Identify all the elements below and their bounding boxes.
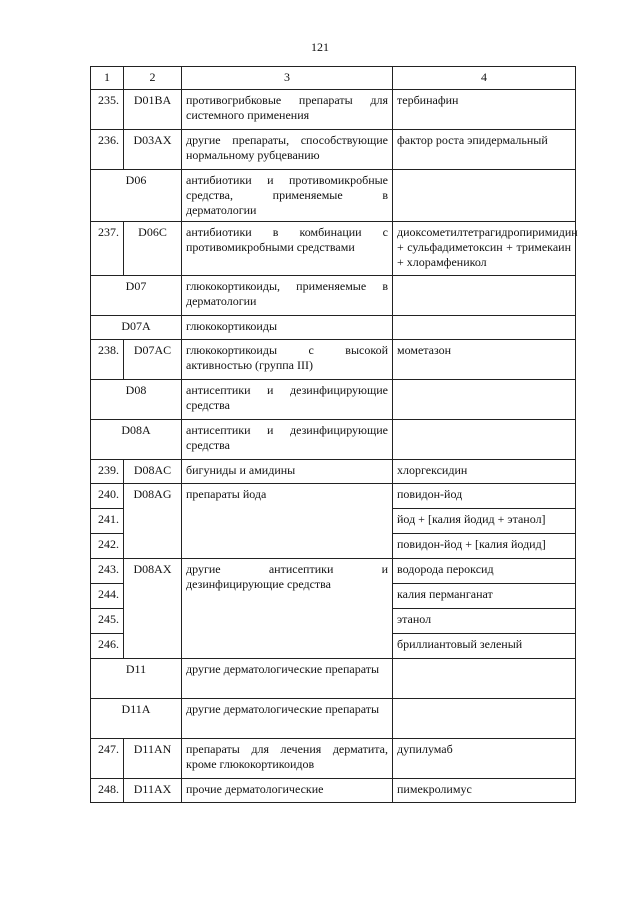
table-group-row xyxy=(91,316,576,340)
atc-code: D08AC xyxy=(124,460,182,484)
atc-group-code: D11A xyxy=(91,699,182,739)
row-number: 237. xyxy=(91,222,124,276)
drug-name: мометазон xyxy=(393,340,576,380)
atc-description: прочие дерматологические xyxy=(182,779,393,803)
row-number: 243. xyxy=(91,559,124,584)
atc-description: бигуниды и амидины xyxy=(182,460,393,484)
table-group-row xyxy=(91,699,576,739)
atc-code: D08AG xyxy=(124,484,182,559)
row-number: 240. xyxy=(91,484,124,509)
atc-group-code: D11 xyxy=(91,659,182,699)
atc-code: D11AX xyxy=(124,779,182,803)
drug-name: тербинафин xyxy=(393,90,576,130)
table-group-row xyxy=(91,276,576,316)
drug-name: пимекролимус xyxy=(393,779,576,803)
table-row xyxy=(91,739,576,779)
column-header: 3 xyxy=(182,67,393,90)
atc-description: другие антисептики и дезинфицирующие средства xyxy=(182,559,393,659)
row-number: 236. xyxy=(91,130,124,170)
table-group-row xyxy=(91,420,576,460)
drug-name xyxy=(393,276,576,316)
row-number: 248. xyxy=(91,779,124,803)
drug-name: дупилумаб xyxy=(393,739,576,779)
table-group-row xyxy=(91,659,576,699)
drug-name: этанол xyxy=(393,609,576,634)
row-number: 247. xyxy=(91,739,124,779)
drug-name xyxy=(393,699,576,739)
drug-name xyxy=(393,659,576,699)
atc-code: D06C xyxy=(124,222,182,276)
atc-description: другие дерматологические препараты xyxy=(182,699,393,739)
atc-group-code: D08A xyxy=(91,420,182,460)
drug-name xyxy=(393,380,576,420)
atc-description: глюкокортикоиды xyxy=(182,316,393,340)
drug-name: хлоргексидин xyxy=(393,460,576,484)
drug-name: фактор роста эпидермальный xyxy=(393,130,576,170)
drug-name: калия перманганат xyxy=(393,584,576,609)
drug-name xyxy=(393,170,576,222)
drug-name xyxy=(393,316,576,340)
drug-list-table xyxy=(90,66,576,803)
atc-group-code: D07A xyxy=(91,316,182,340)
atc-code: D03AX xyxy=(124,130,182,170)
table-header-row xyxy=(91,67,576,90)
atc-group-code: D07 xyxy=(91,276,182,316)
drug-name: водорода пероксид xyxy=(393,559,576,584)
atc-description: антисептики и дезинфицирующие средства xyxy=(182,380,393,420)
drug-name: бриллиантовый зеленый xyxy=(393,634,576,659)
atc-code: D07AC xyxy=(124,340,182,380)
drug-name: диоксометилтетрагидропиримидин + сульфадиметоксин + тримекаин + хлорамфеникол xyxy=(393,222,576,276)
table-row xyxy=(91,340,576,380)
table-row xyxy=(91,460,576,484)
atc-description: антибиотики в комбинации с противомикробными средствами xyxy=(182,222,393,276)
row-number: 245. xyxy=(91,609,124,634)
atc-description: препараты йода xyxy=(182,484,393,559)
atc-code: D01BA xyxy=(124,90,182,130)
row-number: 235. xyxy=(91,90,124,130)
row-number: 246. xyxy=(91,634,124,659)
page-number: 121 xyxy=(311,40,329,54)
atc-group-code: D06 xyxy=(91,170,182,222)
atc-description: другие дерматологические препараты xyxy=(182,659,393,699)
atc-description: глюкокортикоиды с высокой активностью (группа III) xyxy=(182,340,393,380)
atc-code: D11AN xyxy=(124,739,182,779)
atc-group-code: D08 xyxy=(91,380,182,420)
row-number: 239. xyxy=(91,460,124,484)
atc-description: глюкокортикоиды, применяемые в дерматологии xyxy=(182,276,393,316)
row-number: 244. xyxy=(91,584,124,609)
table-row xyxy=(91,559,576,584)
column-header: 2 xyxy=(124,67,182,90)
row-number: 242. xyxy=(91,534,124,559)
table-row xyxy=(91,90,576,130)
table-row xyxy=(91,130,576,170)
table-group-row xyxy=(91,380,576,420)
atc-description: антисептики и дезинфицирующие средства xyxy=(182,420,393,460)
row-number: 238. xyxy=(91,340,124,380)
atc-description: антибиотики и противомикробные средства, применяемые в дерматологии xyxy=(182,170,393,222)
drug-name xyxy=(393,420,576,460)
table-row xyxy=(91,484,576,509)
table-row xyxy=(91,779,576,803)
drug-name: повидон-йод + [калия йодид] xyxy=(393,534,576,559)
drug-name: йод + [калия йодид + этанол] xyxy=(393,509,576,534)
drug-name: повидон-йод xyxy=(393,484,576,509)
row-number: 241. xyxy=(91,509,124,534)
atc-code: D08AX xyxy=(124,559,182,659)
atc-description: противогрибковые препараты для системного применения xyxy=(182,90,393,130)
atc-description: другие препараты, способствующие нормальному рубцеванию xyxy=(182,130,393,170)
atc-description: препараты для лечения дерматита, кроме глюкокортикоидов xyxy=(182,739,393,779)
column-header: 1 xyxy=(91,67,124,90)
table-row xyxy=(91,222,576,276)
table-group-row xyxy=(91,170,576,222)
column-header: 4 xyxy=(393,67,576,90)
